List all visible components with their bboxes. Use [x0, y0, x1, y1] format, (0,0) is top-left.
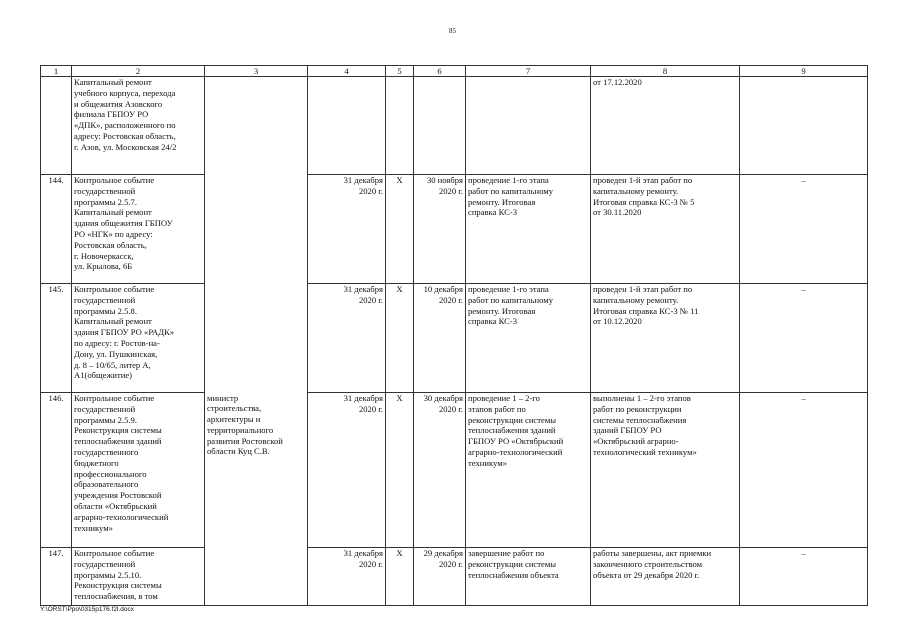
- text-line: здания ГБПОУ РО «РАДК»: [74, 327, 175, 338]
- text-line: профессионального: [74, 468, 147, 479]
- text-line: 31 декабря: [343, 393, 383, 403]
- text-line: государственного: [74, 446, 139, 457]
- text-line: РО «НГК» по адресу:: [74, 228, 153, 239]
- text-line: ГБПОУ РО «Октябрьский: [468, 436, 564, 447]
- row-number: [41, 77, 72, 175]
- event-description: [72, 175, 205, 284]
- responsible-cell: [205, 548, 308, 606]
- actual-result: [591, 77, 740, 175]
- text-line: проведен 1-й этап работ по: [593, 284, 693, 294]
- text-line: 30 ноября: [426, 175, 463, 185]
- text-line: «ДПК», расположенного по: [74, 120, 176, 131]
- reason-cell: –: [740, 393, 868, 548]
- responsible-cell: [205, 77, 308, 175]
- text-line: работ по капитальному: [468, 294, 553, 305]
- text-line: техникум»: [468, 457, 507, 468]
- reason-cell: [740, 77, 868, 175]
- table-row-145: [41, 284, 868, 393]
- row-number: 147.: [41, 548, 72, 606]
- actual-date: [414, 548, 466, 606]
- responsible-cell: [205, 284, 308, 393]
- text-line: и общежития Азовского: [74, 98, 163, 109]
- text-line: области Куц С.В.: [207, 446, 270, 457]
- text-line: проведен 1-й этап работ по: [593, 175, 693, 185]
- text-line: Ростовская область,: [74, 239, 147, 250]
- actual-result: [591, 393, 740, 548]
- reason-cell: –: [740, 175, 868, 284]
- text-line: 10 декабря: [423, 284, 463, 294]
- text-line: ул. Крылова, 6Б: [74, 261, 133, 272]
- text-line: здания общежития ГБПОУ: [74, 218, 173, 229]
- text-line: теплоснабжения зданий: [74, 436, 162, 447]
- page-number: 85: [449, 27, 456, 35]
- actual-result: [591, 284, 740, 393]
- text-line: 31 декабря: [343, 284, 383, 294]
- expected-result: [466, 548, 591, 606]
- row-number: 144.: [41, 175, 72, 284]
- text-line: зданий ГБПОУ РО: [593, 425, 662, 436]
- table-row-continuation: [41, 77, 868, 175]
- text-line: программы 2.5.9.: [74, 414, 137, 425]
- text-line: реконструкции системы: [468, 558, 557, 569]
- header-cell: 9: [740, 66, 868, 77]
- file-path-footer: Y:\ORST\Ppo\0315p176.f2l.docx: [40, 606, 134, 613]
- event-description: [72, 548, 205, 606]
- text-line: теплоснабжения, в том: [74, 591, 158, 602]
- actual-result: [591, 175, 740, 284]
- text-line: 2020 г.: [358, 185, 383, 196]
- text-line: по адресу: г. Ростов-на-: [74, 337, 160, 348]
- text-line: 2020 г.: [358, 558, 383, 569]
- text-line: г. Новочеркасск,: [74, 250, 134, 261]
- x-mark: X: [386, 284, 414, 393]
- text-line: архитектуры и: [207, 414, 261, 425]
- text-line: программы 2.5.10.: [74, 569, 142, 580]
- text-line: министр: [207, 392, 239, 403]
- text-line: 2020 г.: [358, 294, 383, 305]
- header-cell: 5: [386, 66, 414, 77]
- text-line: 2020 г.: [438, 294, 463, 305]
- text-line: проведение 1-го этапа: [468, 175, 549, 185]
- actual-date: [414, 284, 466, 393]
- text-line: технологический техникум»: [593, 446, 697, 457]
- text-line: Контрольное событие: [74, 548, 155, 558]
- text-line: объекта от 29 декабря 2020 г.: [593, 569, 700, 580]
- event-description: [72, 77, 205, 175]
- text-line: от 30.11.2020: [593, 207, 642, 218]
- text-line: государственной: [74, 403, 136, 414]
- text-line: бюджетного: [74, 457, 119, 468]
- text-line: 2020 г.: [438, 185, 463, 196]
- header-cell: 3: [205, 66, 308, 77]
- text-line: А1(общежитие): [74, 370, 133, 381]
- text-line: д. 8 – 10/65, литер А,: [74, 359, 151, 370]
- text-line: Капитальный ремонт: [74, 77, 152, 87]
- text-line: системы теплоснабжения: [593, 414, 687, 425]
- planned-date: [308, 77, 386, 175]
- actual-result: [591, 548, 740, 606]
- header-cell: 4: [308, 66, 386, 77]
- planned-date: [308, 175, 386, 284]
- actual-date: [414, 393, 466, 548]
- planned-date: [308, 548, 386, 606]
- responsible-cell: [205, 175, 308, 284]
- table-row-146: [41, 393, 868, 548]
- text-line: Дону, ул. Пушкинская,: [74, 348, 158, 359]
- text-line: Реконструкция системы: [74, 580, 162, 591]
- text-line: программы 2.5.7.: [74, 196, 137, 207]
- text-line: аграрно-технологический: [74, 511, 169, 522]
- reason-cell: –: [740, 284, 868, 393]
- expected-result: [466, 77, 591, 175]
- text-line: ремонту. Итоговая: [468, 196, 536, 207]
- text-line: Контрольное событие: [74, 284, 155, 294]
- header-cell: 1: [41, 66, 72, 77]
- text-line: от 17.12.2020: [593, 77, 642, 87]
- text-line: теплоснабжения зданий: [468, 425, 556, 436]
- text-line: 29 декабря: [423, 548, 463, 558]
- text-line: аграрно-технологический: [468, 446, 563, 457]
- text-line: выполнены 1 – 2-го этапов: [593, 393, 691, 403]
- event-description: [72, 284, 205, 393]
- text-line: 2020 г.: [438, 403, 463, 414]
- text-line: проведение 1 – 2-го: [468, 393, 540, 403]
- text-line: реконструкции системы: [468, 414, 557, 425]
- text-line: государственной: [74, 558, 136, 569]
- text-line: капитальному ремонту.: [593, 185, 679, 196]
- text-line: образовательного: [74, 479, 139, 490]
- row-number: 145.: [41, 284, 72, 393]
- text-line: Контрольное событие: [74, 175, 155, 185]
- x-mark: X: [386, 175, 414, 284]
- header-cell: 7: [466, 66, 591, 77]
- text-line: капитальному ремонту.: [593, 294, 679, 305]
- text-line: государственной: [74, 185, 136, 196]
- text-line: развития Ростовской: [207, 435, 283, 446]
- text-line: этапов работ по: [468, 403, 526, 414]
- expected-result: [466, 393, 591, 548]
- text-line: законченного строительством: [593, 558, 703, 569]
- text-line: проведение 1-го этапа: [468, 284, 549, 294]
- responsible-cell: [205, 393, 308, 548]
- text-line: учебного корпуса, перехода: [74, 87, 176, 98]
- text-line: «Октябрьский аграрно-: [593, 436, 679, 447]
- text-line: справка КС-3: [468, 316, 517, 327]
- actual-date: [414, 175, 466, 284]
- text-line: Итоговая справка КС-3 № 5: [593, 196, 695, 207]
- expected-result: [466, 284, 591, 393]
- text-line: работ по капитальному: [468, 185, 553, 196]
- text-line: работ по реконструкции: [593, 403, 682, 414]
- text-line: строительства,: [207, 403, 262, 414]
- x-mark: X: [386, 393, 414, 548]
- event-description: [72, 393, 205, 548]
- text-line: ремонту. Итоговая: [468, 305, 536, 316]
- header-cell: 6: [414, 66, 466, 77]
- text-line: 2020 г.: [438, 558, 463, 569]
- text-line: завершение работ по: [468, 548, 545, 558]
- actual-date: [414, 77, 466, 175]
- text-line: теплоснабжения объекта: [468, 569, 559, 580]
- planned-date: [308, 393, 386, 548]
- text-line: Реконструкция системы: [74, 425, 162, 436]
- header-cell: 8: [591, 66, 740, 77]
- text-line: Контрольное событие: [74, 393, 155, 403]
- text-line: Итоговая справка КС-3 № 11: [593, 305, 699, 316]
- text-line: филиала ГБПОУ РО: [74, 109, 149, 120]
- text-line: учреждения Ростовской: [74, 490, 162, 501]
- text-line: территориального: [207, 424, 274, 435]
- x-mark: [386, 77, 414, 175]
- table-row-144: [41, 175, 868, 284]
- x-mark: X: [386, 548, 414, 606]
- text-line: Капитальный ремонт: [74, 207, 152, 218]
- text-line: государственной: [74, 294, 136, 305]
- text-line: адресу: Ростовская область,: [74, 130, 176, 141]
- text-line: области «Октябрьский: [74, 500, 157, 511]
- text-line: Капитальный ремонт: [74, 316, 152, 327]
- column-number-header: [41, 66, 868, 77]
- header-cell: 2: [72, 66, 205, 77]
- table-row-147: [41, 548, 868, 606]
- text-line: 31 декабря: [343, 548, 383, 558]
- expected-result: [466, 175, 591, 284]
- text-line: программы 2.5.8.: [74, 305, 137, 316]
- row-number: 146.: [41, 393, 72, 548]
- text-line: г. Азов, ул. Московская 24/2: [74, 141, 177, 152]
- reason-cell: –: [740, 548, 868, 606]
- text-line: техникум»: [74, 522, 113, 533]
- text-line: справка КС-3: [468, 207, 517, 218]
- text-line: работы завершены, акт приемки: [593, 548, 712, 558]
- report-table: [40, 65, 868, 606]
- text-line: 2020 г.: [358, 403, 383, 414]
- text-line: от 10.12.2020: [593, 316, 642, 327]
- text-line: 30 декабря: [423, 393, 463, 403]
- planned-date: [308, 284, 386, 393]
- text-line: 31 декабря: [343, 175, 383, 185]
